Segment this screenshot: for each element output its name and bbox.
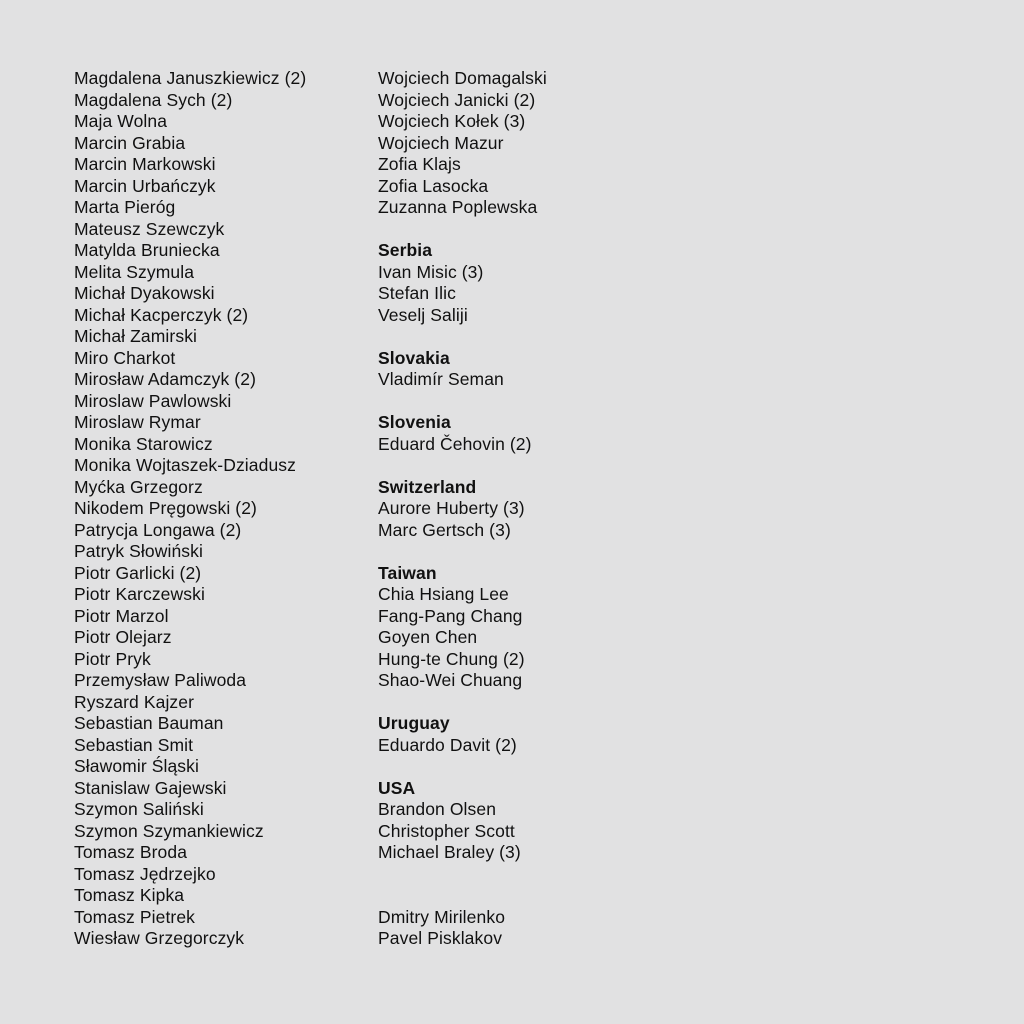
name-entry: Wiesław Grzegorczyk bbox=[74, 928, 245, 948]
name-entry: Patrycja Longawa (2) bbox=[74, 519, 242, 540]
name-entry: Michał Kacperczyk (2) bbox=[74, 304, 249, 325]
name-entry: Matylda Bruniecka bbox=[74, 240, 220, 260]
name-entry: Szymon Saliński bbox=[74, 799, 204, 819]
spacer bbox=[378, 756, 668, 778]
name-entry: Miroslaw Pawlowski bbox=[74, 390, 232, 411]
name-entry: Piotr Karczewski bbox=[74, 584, 205, 604]
name-entry: Eduard Čehovin (2) bbox=[378, 433, 532, 454]
name-entry: Myćka Grzegorz bbox=[74, 476, 203, 497]
left-name-column bbox=[74, 68, 364, 950]
name-entry: Wojciech Kołek (3) bbox=[378, 111, 526, 131]
name-entry: Zofia Lasocka bbox=[378, 175, 489, 196]
name-entry: Veselj Saliji bbox=[378, 304, 468, 325]
name-entry: Mateusz Szewczyk bbox=[74, 218, 225, 239]
name-entry: Shao-Wei Chuang bbox=[378, 670, 523, 690]
name-entry: Stefan Ilic bbox=[378, 283, 456, 303]
name-entry: Melita Szymula bbox=[74, 261, 195, 282]
spacer bbox=[378, 326, 668, 348]
country-heading-switzerland: Switzerland bbox=[378, 476, 477, 497]
name-entry: Zofia Klajs bbox=[378, 154, 461, 174]
spacer bbox=[378, 219, 668, 241]
name-entry: Stanislaw Gajewski bbox=[74, 777, 227, 798]
name-entry: Fang-Pang Chang bbox=[378, 605, 523, 626]
name-entry: Zuzanna Poplewska bbox=[378, 197, 538, 217]
name-entry: Marcin Markowski bbox=[74, 154, 216, 174]
name-entry: Marcin Grabia bbox=[74, 132, 186, 153]
name-entry: Mirosław Adamczyk (2) bbox=[74, 369, 256, 389]
spacer bbox=[378, 455, 668, 477]
name-entry: Michał Zamirski bbox=[74, 326, 198, 346]
country-heading-slovakia: Slovakia bbox=[378, 347, 450, 368]
name-entry: Pavel Pisklakov bbox=[378, 928, 503, 948]
name-entry: Przemysław Paliwoda bbox=[74, 670, 247, 690]
name-entry: Marta Pieróg bbox=[74, 197, 176, 217]
name-entry: Magdalena Sych (2) bbox=[74, 89, 233, 110]
name-entry: Chia Hsiang Lee bbox=[378, 584, 509, 604]
name-entry: Tomasz Broda bbox=[74, 842, 188, 862]
name-entry: Piotr Olejarz bbox=[74, 627, 172, 647]
name-entry: Eduardo Davit (2) bbox=[378, 734, 517, 755]
name-entry: Miroslaw Rymar bbox=[74, 412, 201, 432]
name-entry: Marcin Urbańczyk bbox=[74, 175, 216, 196]
name-entry: Monika Wojtaszek-Dziadusz bbox=[74, 455, 296, 475]
name-entry: Miro Charkot bbox=[74, 347, 176, 368]
name-entry: Tomasz Jędrzejko bbox=[74, 863, 216, 884]
name-entry: Tomasz Kipka bbox=[74, 885, 185, 905]
spacer bbox=[378, 864, 668, 886]
name-entry: Michał Dyakowski bbox=[74, 283, 215, 303]
spacer bbox=[378, 391, 668, 413]
name-entry: Marc Gertsch (3) bbox=[378, 519, 511, 540]
name-entry: Sławomir Śląski bbox=[74, 756, 199, 776]
name-entry: Nikodem Pręgowski (2) bbox=[74, 498, 257, 518]
name-entry: Maja Wolna bbox=[74, 111, 168, 131]
name-entry: Brandon Olsen bbox=[378, 799, 497, 819]
name-entry: Piotr Marzol bbox=[74, 605, 169, 626]
name-entry: Christopher Scott bbox=[378, 820, 515, 841]
name-entry: Szymon Szymankiewicz bbox=[74, 820, 264, 841]
name-entry: Ivan Misic (3) bbox=[378, 261, 484, 282]
spacer bbox=[378, 692, 668, 714]
name-entry: Tomasz Pietrek bbox=[74, 906, 196, 927]
spacer bbox=[378, 541, 668, 563]
country-heading-serbia: Serbia bbox=[378, 240, 433, 260]
name-entry: Sebastian Smit bbox=[74, 734, 194, 755]
country-heading-uruguay: Uruguay bbox=[378, 713, 450, 733]
country-heading-slovenia: Slovenia bbox=[378, 412, 451, 432]
name-entry: Patryk Słowiński bbox=[74, 541, 203, 561]
name-entry: Sebastian Bauman bbox=[74, 713, 224, 733]
name-entry: Hung-te Chung (2) bbox=[378, 648, 525, 669]
name-entry: Dmitry Mirilenko bbox=[378, 906, 506, 927]
country-heading-usa: USA bbox=[378, 777, 416, 798]
name-entry: Wojciech Mazur bbox=[378, 132, 504, 153]
name-entry: Monika Starowicz bbox=[74, 433, 213, 454]
country-heading-taiwan: Taiwan bbox=[378, 562, 437, 583]
name-entry: Wojciech Domagalski bbox=[378, 68, 547, 88]
name-entry: Magdalena Januszkiewicz (2) bbox=[74, 68, 307, 88]
name-entry: Wojciech Janicki (2) bbox=[378, 89, 536, 110]
name-entry: Michael Braley (3) bbox=[378, 842, 521, 862]
name-entry: Goyen Chen bbox=[378, 627, 478, 647]
name-entry: Aurore Huberty (3) bbox=[378, 498, 525, 518]
name-entry: Piotr Garlicki (2) bbox=[74, 562, 202, 583]
name-entry: Ryszard Kajzer bbox=[74, 691, 195, 712]
name-entry: Vladimír Seman bbox=[378, 369, 504, 389]
spacer bbox=[378, 885, 668, 907]
name-entry: Piotr Pryk bbox=[74, 648, 151, 669]
right-name-column bbox=[378, 68, 668, 950]
